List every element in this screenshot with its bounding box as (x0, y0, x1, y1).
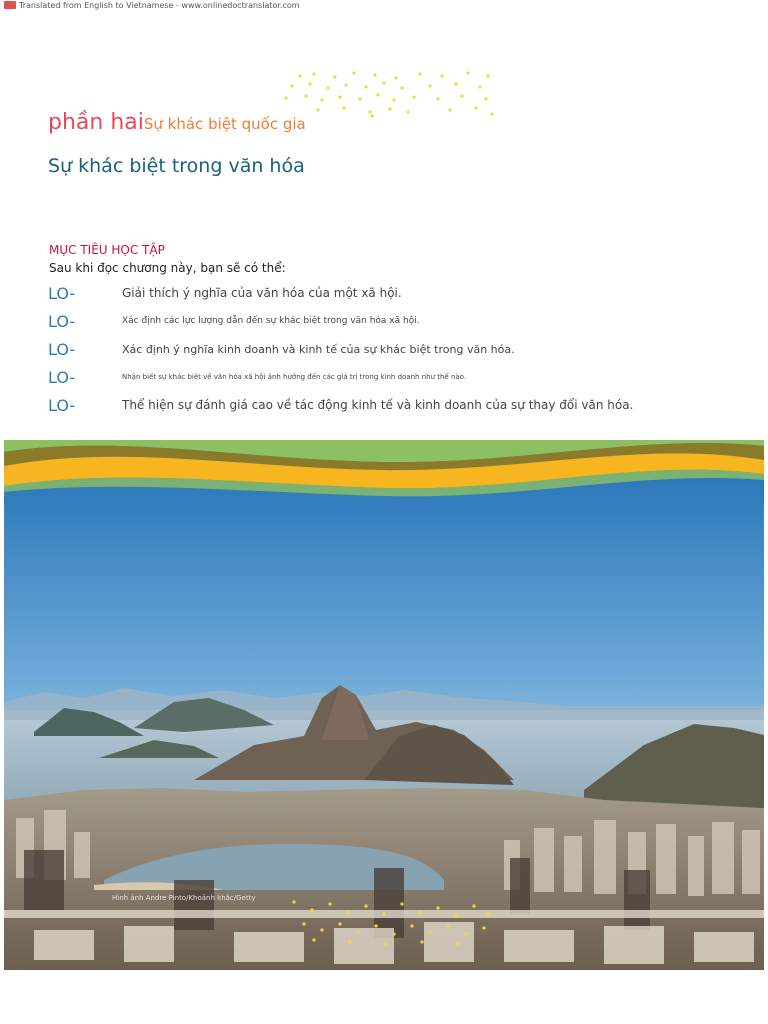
part-subtitle: Sự khác biệt quốc gia (143, 115, 306, 133)
lo-text: Nhận biết sự khác biệt về văn hóa xã hội ảnh hưởng đến các giá trị trong kinh doanh như thế nào. (122, 373, 467, 381)
learning-objective (48, 394, 633, 416)
lo-code: LO- (48, 311, 76, 331)
learning-objective (48, 310, 420, 332)
lo-code: LO- (48, 395, 76, 415)
translation-banner[interactable] (0, 0, 300, 10)
translation-banner-text[interactable]: Translated from English to Vietnamese - www.onlinedoctranslator.com (19, 0, 300, 10)
decorative-dots (280, 70, 495, 120)
chapter-title: Sự khác biệt trong văn hóa (48, 155, 305, 177)
learning-objective (48, 338, 515, 360)
objectives-intro: Sau khi đọc chương này, bạn sẽ có thể: (49, 261, 286, 275)
photo-credit: Hình ảnh Andre Pinto/Khoảnh khắc/Getty (112, 894, 256, 902)
rio-landscape-image (4, 440, 764, 970)
city-photo (4, 440, 764, 970)
translate-icon (4, 1, 16, 9)
part-label: phần hai (48, 110, 144, 135)
lo-text: Giải thích ý nghĩa của văn hóa của một xã hội. (122, 286, 402, 300)
part-header (48, 110, 306, 135)
learning-objective (48, 282, 402, 304)
lo-text: Xác định các lực lượng dẫn đến sự khác biệt trong văn hóa xã hội. (122, 316, 420, 326)
lo-text: Xác định ý nghĩa kinh doanh và kinh tế của sự khác biệt trong văn hóa. (122, 342, 515, 356)
lo-text: Thể hiện sự đánh giá cao về tác động kinh tế và kinh doanh của sự thay đổi văn hóa. (122, 398, 634, 412)
lo-code: LO- (48, 339, 76, 359)
objectives-heading: MỤC TIÊU HỌC TẬP (49, 243, 165, 257)
lo-code: LO- (48, 283, 76, 303)
lo-code: LO- (48, 367, 76, 387)
learning-objective (48, 366, 466, 388)
